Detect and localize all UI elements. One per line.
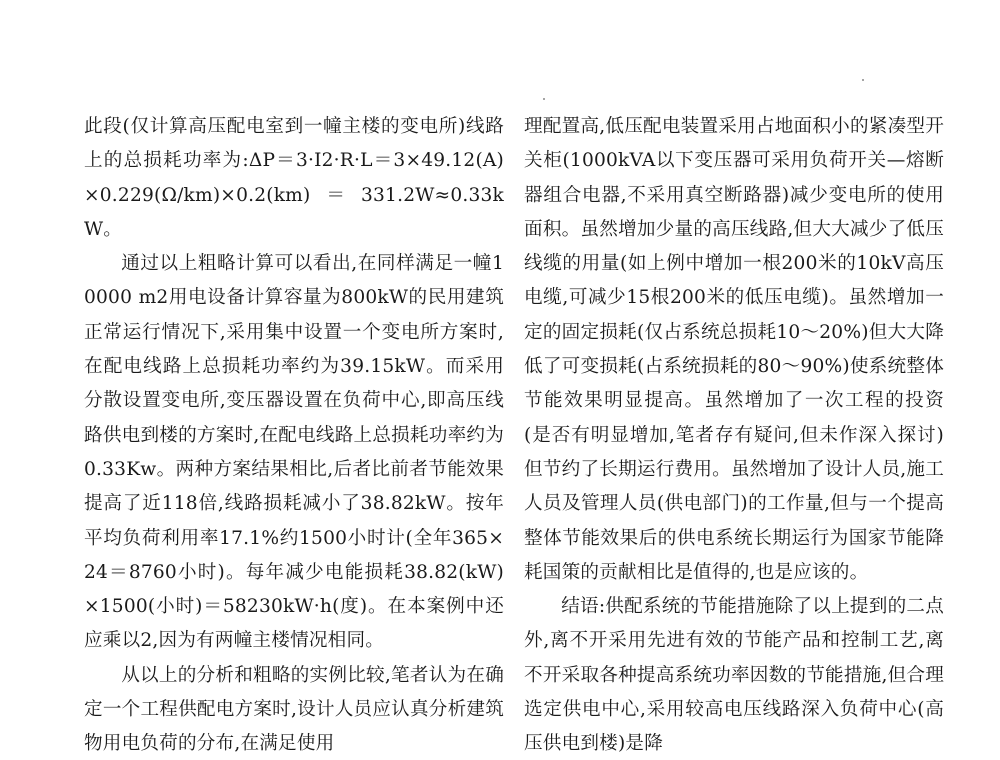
left-column xyxy=(84,110,504,760)
right-column xyxy=(524,110,944,760)
left-paragraph-1: 此段(仅计算高压配电室到一幢主楼的变电所)线路上的总损耗功率为:ΔP＝3·I2·R·L＝3×49.12(A)×0.229(Ω/km)×0.2(km)＝331.2W≈0.33kW。 xyxy=(84,116,504,240)
scan-speck xyxy=(543,98,545,100)
left-paragraph-3: 从以上的分析和粗略的实例比较,笔者认为在确定一个工程供配电方案时,设计人员应认真分析建筑物用电负荷的分布,在满足使用 xyxy=(84,664,504,755)
right-paragraph-1: 理配置高,低压配电装置采用占地面积小的紧凑型开关柜(1000kVA以下变压器可采用负荷开关—熔断器组合电器,不采用真空断路器)减少变电所的使用面积。虽然增加少量的高压线路,但大大减少了低压线缆的用量(如上例中增加一根200米的10kV高压电缆,可减少15根200米的低压电缆)。虽然增加一定的固定损耗(仅占系统总损耗10～20%)但大大降低了可变损耗(占系统损耗的80～90%)使系统整体节能效果明显提高。虽然增加了一次工程的投资(是否有明显增加,笔者存有疑问,但未作深入探讨)但节约了长期运行费用。虽然增加了设计人员,施工人员及管理人员(供电部门)的工作量,但与一个提高整体节能效果后的供电系统长期运行为国家节能降耗国策的贡献相比是值得的,也是应该的。 xyxy=(524,116,944,583)
left-paragraph-2: 通过以上粗略计算可以看出,在同样满足一幢10000 m2用电设备计算容量为800kW的民用建筑正常运行情况下,采用集中设置一个变电所方案时,在配电线路上总损耗功率约为39.15kW。而采用分散设置变电所,变压器设置在负荷中心,即高压线路供电到楼的方案时,在配电线路上总损耗功率约为0.33Kw。两种方案结果相比,后者比前者节能效果提高了近118倍,线路损耗减小了38.82kW。按年平均负荷利用率17.1%约1500小时计(全年365×24＝8760小时)。每年减少电能损耗38.82(kW)×1500(小时)＝58230kW·h(度)。在本案例中还应乘以2,因为有两幢主楼情况相同。 xyxy=(84,253,504,652)
right-paragraph-2: 结语:供配系统的节能措施除了以上提到的二点外,离不开采用先进有效的节能产品和控制工艺,离不开采取各种提高系统功率因数的节能措施,但合理选定供电中心,采用较高电压线路深入负荷中心(高压供电到楼)是降 xyxy=(524,596,944,755)
scan-speck xyxy=(862,79,864,81)
